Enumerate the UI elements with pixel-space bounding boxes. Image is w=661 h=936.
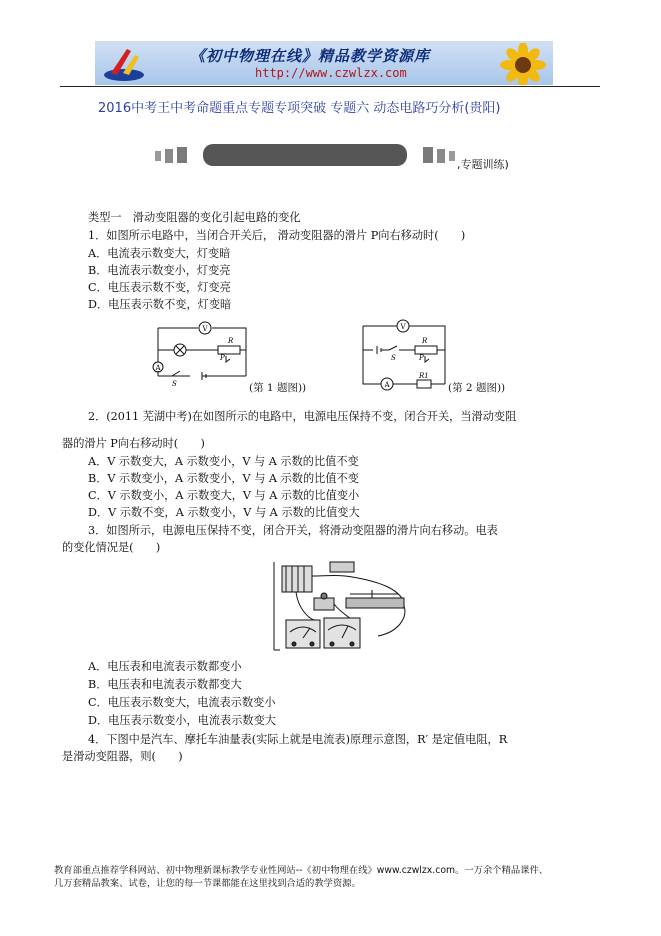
question-4-stem-line1: 4．下图中是汽车、摩托车油量表(实际上就是电流表)原理示意图，R′ 是定值电阻，R — [88, 733, 508, 746]
fig2-ammeter-label: A — [384, 381, 390, 389]
figure-2-caption: (第 2 题图)) — [448, 382, 506, 394]
footer-line-2: 几万套精品教案、试卷，让您的每一节课都能在这里找到合适的教学资源。 — [54, 878, 361, 889]
question-2-stem-line1: 2．(2011 芜湖中考)在如图所示的电路中，电源电压保持不变，闭合开关，当滑动变阻 — [88, 410, 517, 423]
question-1-stem: 1．如图所示电路中，当闭合开关后， 滑动变阻器的滑片 P向右移动时( ) — [88, 229, 466, 242]
fig1-voltmeter-label: V — [202, 325, 208, 333]
fig1-switch-label: S — [172, 380, 177, 388]
site-banner — [95, 41, 553, 85]
figure-1-circuit — [150, 316, 260, 392]
fig2-resistor-label: R — [422, 337, 428, 345]
question-3-option-c: C．电压表示数变大，电流表示数变小 — [88, 696, 276, 709]
fig2-voltmeter-label: V — [400, 323, 406, 331]
section-heading: 类型一 滑动变阻器的变化引起电路的变化 — [88, 211, 301, 224]
fig1-resistor-label: R — [228, 337, 234, 345]
question-1-option-d: D．电压表示数不变，灯变暗 — [88, 298, 232, 311]
training-label: ,专题训练) — [457, 158, 509, 171]
fig2-slider-label: P — [419, 354, 424, 362]
fig2-r1-label: R1 — [419, 372, 429, 380]
logo-icon — [101, 45, 147, 83]
fig1-slider-label: P — [220, 354, 225, 362]
header-rule — [60, 86, 600, 87]
sunflower-icon — [495, 43, 551, 85]
banner-url: http://www.czwlzx.com — [255, 66, 407, 80]
footer-note — [54, 864, 614, 890]
question-4-stem-line2: 是滑动变阻器，则( ) — [62, 750, 183, 763]
question-1-option-c: C．电压表示数不变，灯变亮 — [88, 281, 231, 294]
figure-3-apparatus — [268, 558, 416, 656]
fig2-switch-label: S — [391, 354, 396, 362]
question-3-stem-line2: 的变化情况是( ) — [62, 541, 161, 554]
question-2-option-b: B．V 示数变小，A 示数变小，V 与 A 示数的比值不变 — [88, 472, 359, 485]
question-2-option-c: C．V 示数变小，A 示数变大，V 与 A 示数的比值变小 — [88, 489, 360, 502]
banner-title: 《初中物理在线》精品教学资源库 — [190, 47, 431, 65]
figure-1-caption: (第 1 题图)) — [249, 382, 307, 394]
question-3-stem-line1: 3．如图所示，电源电压保持不变，闭合开关，将滑动变阻器的滑片向右移动。电表 — [88, 524, 498, 537]
question-2-option-d: D．V 示数不变，A 示数变小，V 与 A 示数的比值变大 — [88, 506, 360, 519]
fig1-ammeter-label: A — [155, 364, 161, 372]
page-title: 2016中考王中考命题重点专题专项突破 专题六 动态电路巧分析(贵阳) — [98, 101, 501, 116]
question-3-option-d: D．电压表示数变小，电流表示数变大 — [88, 714, 276, 727]
question-3-option-b: B．电压表和电流表示数都变大 — [88, 678, 242, 691]
question-1-option-b: B．电流表示数变小，灯变亮 — [88, 264, 231, 277]
question-3-option-a: A．电压表和电流表示数都变小 — [88, 660, 242, 673]
question-2-stem-line2: 器的滑片 P向右移动时( ) — [62, 437, 205, 450]
question-1-option-a: A．电流表示数变大，灯变暗 — [88, 247, 231, 260]
question-2-option-a: A．V 示数变大，A 示数变小，V 与 A 示数的比值不变 — [88, 455, 359, 468]
footer-line-1: 教育部重点推荐学科网站、初中物理新课标教学专业性网站--《初中物理在线》www.czwlzx.com。一万余个精品课件、 — [54, 865, 549, 876]
section-banner-graphic — [155, 143, 455, 167]
